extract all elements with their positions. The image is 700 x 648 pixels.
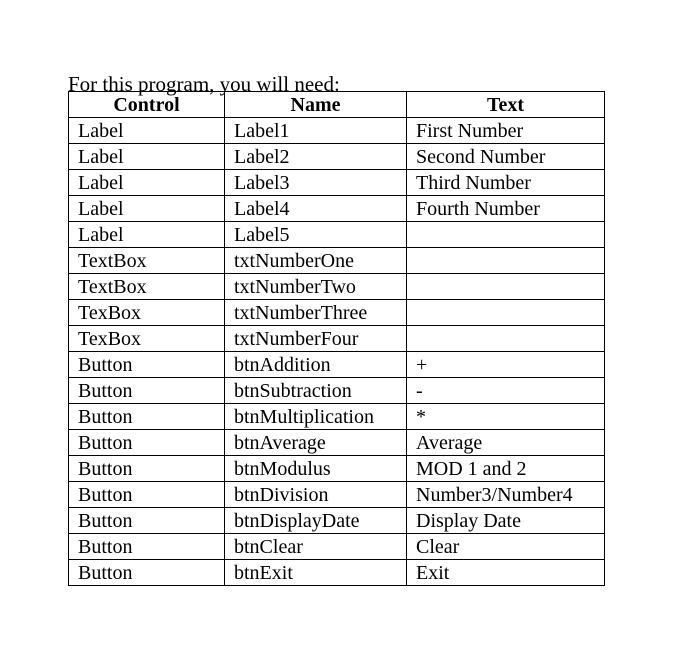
cell-name: btnMultiplication: [225, 404, 407, 430]
cell-text: Clear: [407, 534, 605, 560]
cell-control: Button: [69, 534, 225, 560]
intro-text: For this program, you will need:: [68, 72, 340, 96]
table-row: [69, 118, 605, 144]
cell-control: Label: [69, 170, 225, 196]
cell-text: [407, 274, 605, 300]
table-row: [69, 378, 605, 404]
cell-name: btnDivision: [225, 482, 407, 508]
cell-text: [407, 326, 605, 352]
table-row: [69, 508, 605, 534]
table-header-row: [69, 92, 605, 118]
cell-control: TexBox: [69, 300, 225, 326]
table-row: [69, 144, 605, 170]
cell-control: Button: [69, 404, 225, 430]
cell-control: Button: [69, 430, 225, 456]
table-body: [69, 118, 605, 586]
table-row: [69, 170, 605, 196]
cell-control: TextBox: [69, 274, 225, 300]
cell-control: Label: [69, 222, 225, 248]
cell-text: *: [407, 404, 605, 430]
cell-text: [407, 248, 605, 274]
cell-text: [407, 300, 605, 326]
cell-text: Fourth Number: [407, 196, 605, 222]
cell-name: btnClear: [225, 534, 407, 560]
table-row: [69, 430, 605, 456]
cell-control: TextBox: [69, 248, 225, 274]
cell-control: Label: [69, 196, 225, 222]
cell-name: btnExit: [225, 560, 407, 586]
table-row: [69, 300, 605, 326]
cell-text: MOD 1 and 2: [407, 456, 605, 482]
cell-name: btnSubtraction: [225, 378, 407, 404]
cell-name: txtNumberOne: [225, 248, 407, 274]
cell-control: TexBox: [69, 326, 225, 352]
table-row: [69, 196, 605, 222]
cell-control: Button: [69, 378, 225, 404]
table-row: [69, 352, 605, 378]
cell-name: txtNumberFour: [225, 326, 407, 352]
cell-control: Button: [69, 560, 225, 586]
cell-text: Number3/Number4: [407, 482, 605, 508]
cell-name: Label3: [225, 170, 407, 196]
cell-control: Label: [69, 118, 225, 144]
header-text: Text: [407, 92, 605, 118]
table-row: [69, 326, 605, 352]
cell-name: Label1: [225, 118, 407, 144]
cell-text: Exit: [407, 560, 605, 586]
table-row: [69, 456, 605, 482]
cell-text: Display Date: [407, 508, 605, 534]
cell-text: Third Number: [407, 170, 605, 196]
header-control: Control: [69, 92, 225, 118]
cell-name: txtNumberTwo: [225, 274, 407, 300]
cell-text: Average: [407, 430, 605, 456]
cell-control: Label: [69, 144, 225, 170]
cell-control: Button: [69, 482, 225, 508]
table-row: [69, 274, 605, 300]
cell-text: [407, 222, 605, 248]
cell-name: btnAddition: [225, 352, 407, 378]
cell-name: Label2: [225, 144, 407, 170]
table-row: [69, 560, 605, 586]
cell-name: Label4: [225, 196, 407, 222]
cell-name: btnAverage: [225, 430, 407, 456]
cell-text: +: [407, 352, 605, 378]
table-row: [69, 248, 605, 274]
cell-name: txtNumberThree: [225, 300, 407, 326]
table-row: [69, 222, 605, 248]
cell-control: Button: [69, 508, 225, 534]
table-row: [69, 482, 605, 508]
cell-control: Button: [69, 456, 225, 482]
table-row: [69, 404, 605, 430]
cell-text: Second Number: [407, 144, 605, 170]
controls-table: [68, 91, 605, 586]
table-row: [69, 534, 605, 560]
cell-name: btnDisplayDate: [225, 508, 407, 534]
cell-text: First Number: [407, 118, 605, 144]
header-name: Name: [225, 92, 407, 118]
cell-control: Button: [69, 352, 225, 378]
cell-name: btnModulus: [225, 456, 407, 482]
cell-text: -: [407, 378, 605, 404]
cell-name: Label5: [225, 222, 407, 248]
